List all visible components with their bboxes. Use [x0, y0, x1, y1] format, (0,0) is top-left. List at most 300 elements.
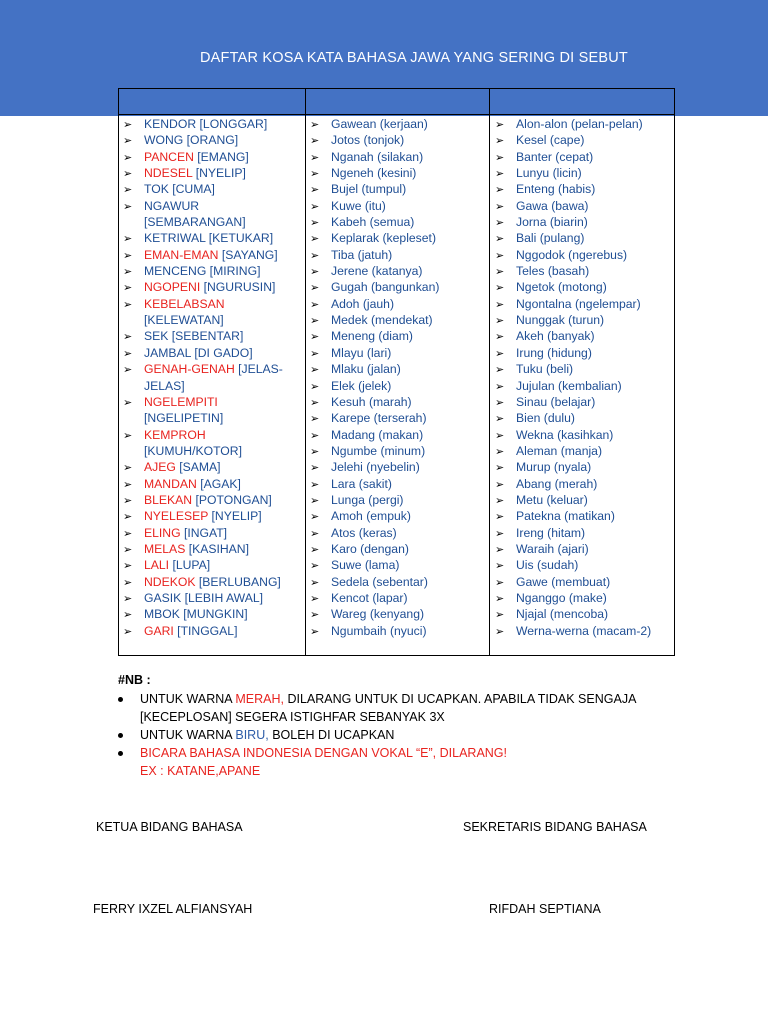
note-text: BOLEH DI UCAPKAN [268, 728, 395, 742]
word-text: [INGAT] [180, 525, 228, 540]
arrow-bullet-icon: ➢ [495, 527, 505, 540]
list-item [310, 476, 439, 492]
column-divider [489, 89, 490, 655]
word-text: Tuku (beli) [516, 362, 574, 377]
arrow-bullet-icon: ➢ [123, 543, 133, 556]
word-text: Meneng (diam) [331, 329, 413, 344]
list-item [123, 459, 283, 475]
arrow-bullet-icon: ➢ [123, 625, 133, 638]
arrow-bullet-icon: ➢ [495, 413, 505, 426]
word-text: Nganah (silakan) [331, 149, 424, 164]
arrow-bullet-icon: ➢ [310, 429, 320, 442]
word-red: KEBELABSAN [144, 296, 225, 311]
arrow-bullet-icon: ➢ [495, 151, 505, 164]
arrow-bullet-icon: ➢ [495, 380, 505, 393]
list-item [123, 230, 283, 246]
word-text: Waraih (ajari) [516, 541, 589, 556]
arrow-bullet-icon: ➢ [310, 249, 320, 262]
word-text: [NGELIPETIN] [144, 411, 224, 426]
arrow-bullet-icon: ➢ [123, 249, 133, 262]
word-text: Adoh (jauh) [331, 296, 395, 311]
arrow-bullet-icon: ➢ [495, 184, 505, 197]
word-text: [KASIHAN] [185, 541, 249, 556]
word-text: Lunga (pergi) [331, 492, 404, 507]
word-text: [KUMUH/KOTOR] [144, 443, 242, 458]
note-text: BIRU, [235, 728, 269, 742]
arrow-bullet-icon: ➢ [310, 331, 320, 344]
word-text: [JELAS- [234, 362, 283, 377]
word-text: Ireng (hitam) [516, 525, 586, 540]
arrow-bullet-icon: ➢ [310, 184, 320, 197]
arrow-bullet-icon: ➢ [123, 592, 133, 605]
list-item [495, 230, 651, 246]
arrow-bullet-icon: ➢ [310, 364, 320, 377]
arrow-bullet-icon: ➢ [495, 543, 505, 556]
arrow-bullet-icon: ➢ [310, 413, 320, 426]
word-text: Karepe (terserah) [331, 411, 427, 426]
list-item [123, 525, 283, 541]
word-red: GENAH-GENAH [144, 362, 235, 377]
list-item [495, 623, 651, 639]
word-text: KETRIWAL [KETUKAR] [144, 231, 274, 246]
word-text: JAMBAL [DI GADO] [144, 345, 253, 360]
arrow-bullet-icon: ➢ [123, 560, 133, 573]
list-item [495, 132, 651, 148]
list-item [310, 279, 439, 295]
list-item [495, 492, 651, 508]
list-item-continuation [123, 443, 283, 459]
word-text: Atos (keras) [331, 525, 397, 540]
list-item [123, 116, 283, 132]
bullet-dot-icon [118, 751, 123, 756]
word-text: Amoh (empuk) [331, 509, 411, 524]
arrow-bullet-icon: ➢ [310, 282, 320, 295]
word-text: Gawean (kerjaan) [331, 117, 428, 131]
word-red: NDEKOK [144, 574, 196, 589]
word-text: Ngumbaih (nyuci) [331, 623, 427, 638]
word-text: GASIK [LEBIH AWAL] [144, 590, 263, 605]
list-item [495, 328, 651, 344]
list-item [310, 574, 439, 590]
arrow-bullet-icon: ➢ [123, 576, 133, 589]
arrow-bullet-icon: ➢ [310, 625, 320, 638]
list-item [123, 328, 283, 344]
list-item [310, 410, 439, 426]
list-item [123, 198, 283, 214]
list-item [495, 198, 651, 214]
list-item [310, 149, 439, 165]
arrow-bullet-icon: ➢ [495, 315, 505, 328]
word-text: Tiba (jatuh) [331, 247, 393, 262]
note-text: EX : KATANE,APANE [140, 764, 261, 778]
word-text: Bujel (tumpul) [331, 182, 407, 197]
word-text: Ngumbe (minum) [331, 443, 426, 458]
word-text: Akeh (banyak) [516, 329, 595, 344]
list-item [495, 263, 651, 279]
word-text: Nganggo (make) [516, 590, 607, 605]
word-text: Banter (cepat) [516, 149, 594, 164]
arrow-bullet-icon: ➢ [123, 396, 133, 409]
word-text: Bali (pulang) [516, 231, 585, 246]
word-text: Irung (hidung) [516, 345, 592, 360]
list-item [310, 328, 439, 344]
note-text: BICARA BAHASA INDONESIA DENGAN VOKAL “E”, DILARANG! [140, 746, 507, 760]
word-red: GARI [144, 623, 174, 638]
list-item [495, 149, 651, 165]
arrow-bullet-icon: ➢ [495, 560, 505, 573]
arrow-bullet-icon: ➢ [123, 200, 133, 213]
note-text: UNTUK WARNA [140, 692, 236, 706]
list-item [310, 492, 439, 508]
list-item [310, 443, 439, 459]
list-item [310, 296, 439, 312]
note-item [118, 744, 678, 780]
word-text: Alon-alon (pelan-pelan) [516, 117, 643, 131]
list-item [495, 181, 651, 197]
word-text: Wareg (kenyang) [331, 607, 425, 622]
word-red: NGELEMPITI [144, 394, 218, 409]
arrow-bullet-icon: ➢ [310, 200, 320, 213]
left-signature-role: KETUA BIDANG BAHASA [96, 820, 243, 834]
arrow-bullet-icon: ➢ [495, 511, 505, 524]
list-item [495, 443, 651, 459]
arrow-bullet-icon: ➢ [495, 233, 505, 246]
arrow-bullet-icon: ➢ [310, 315, 320, 328]
list-item [495, 525, 651, 541]
word-text: Lunyu (licin) [516, 166, 582, 181]
word-text: Abang (merah) [516, 476, 598, 491]
list-item [123, 181, 283, 197]
list-item [495, 247, 651, 263]
list-item [310, 312, 439, 328]
notes-list [118, 690, 678, 780]
list-item [495, 410, 651, 426]
word-text: KENDOR [LONGGAR] [144, 117, 268, 131]
word-text: Enteng (habis) [516, 182, 596, 197]
word-text: Jelehi (nyebelin) [331, 460, 420, 475]
arrow-bullet-icon: ➢ [123, 119, 133, 131]
list-item [123, 508, 283, 524]
arrow-bullet-icon: ➢ [310, 380, 320, 393]
word-text: SEK [SEBENTAR] [144, 329, 244, 344]
list-item [123, 394, 283, 410]
list-item [310, 525, 439, 541]
word-red: PANCEN [144, 149, 194, 164]
arrow-bullet-icon: ➢ [123, 184, 133, 197]
arrow-bullet-icon: ➢ [495, 429, 505, 442]
list-item [123, 149, 283, 165]
list-item [495, 394, 651, 410]
list-item [310, 541, 439, 557]
word-text: Kuwe (itu) [331, 198, 386, 213]
arrow-bullet-icon: ➢ [495, 625, 505, 638]
table-header-row [119, 89, 674, 115]
list-item [123, 492, 283, 508]
arrow-bullet-icon: ➢ [310, 168, 320, 181]
word-text: Karo (dengan) [331, 541, 409, 556]
word-red: AJEG [144, 460, 176, 475]
arrow-bullet-icon: ➢ [495, 364, 505, 377]
word-text: [SAYANG] [218, 247, 278, 262]
arrow-bullet-icon: ➢ [123, 511, 133, 524]
arrow-bullet-icon: ➢ [495, 462, 505, 475]
page-title: DAFTAR KOSA KATA BAHASA JAWA YANG SERING DI SEBUT [200, 50, 628, 66]
note-text: UNTUK WARNA [140, 728, 236, 742]
list-item [495, 574, 651, 590]
word-text: Ngetok (motong) [516, 280, 607, 295]
list-item [310, 198, 439, 214]
list-item [495, 459, 651, 475]
word-red: BLEKAN [144, 492, 193, 507]
word-text: Kabeh (semua) [331, 215, 415, 230]
list-item [495, 541, 651, 557]
word-text: Patekna (matikan) [516, 509, 615, 524]
arrow-bullet-icon: ➢ [495, 298, 505, 311]
list-item [310, 230, 439, 246]
list-item [310, 623, 439, 639]
arrow-bullet-icon: ➢ [495, 576, 505, 589]
word-text: [POTONGAN] [192, 492, 272, 507]
list-item [123, 541, 283, 557]
list-item [495, 606, 651, 622]
list-item [310, 361, 439, 377]
list-item [495, 312, 651, 328]
word-red: LALI [144, 558, 170, 573]
list-item [123, 476, 283, 492]
word-text: Gawa (bawa) [516, 198, 589, 213]
bullet-dot-icon [118, 733, 123, 738]
word-text: [AGAK] [196, 476, 241, 491]
list-item [310, 165, 439, 181]
word-text: Njajal (mencoba) [516, 607, 609, 622]
word-text: [EMANG] [193, 149, 249, 164]
word-text: [NGURUSIN] [200, 280, 276, 295]
arrow-bullet-icon: ➢ [123, 151, 133, 164]
arrow-bullet-icon: ➢ [310, 445, 320, 458]
list-item [123, 606, 283, 622]
list-item [495, 296, 651, 312]
word-text: [KELEWATAN] [144, 313, 224, 328]
word-text: [NYELIP] [192, 166, 246, 181]
word-red: EMAN-EMAN [144, 247, 219, 262]
list-item [123, 427, 283, 443]
list-item [123, 296, 283, 312]
arrow-bullet-icon: ➢ [123, 347, 133, 360]
list-item [495, 116, 651, 132]
list-item [495, 361, 651, 377]
list-item [495, 508, 651, 524]
list-item [495, 476, 651, 492]
arrow-bullet-icon: ➢ [495, 396, 505, 409]
arrow-bullet-icon: ➢ [123, 298, 133, 311]
word-text: Ngontalna (ngelempar) [516, 296, 641, 311]
word-text: Uis (sudah) [516, 558, 579, 573]
word-text: Jerene (katanya) [331, 264, 423, 279]
word-red: NGOPENI [144, 280, 201, 295]
arrow-bullet-icon: ➢ [123, 609, 133, 622]
word-text: MENCENG [MIRING] [144, 264, 261, 279]
list-item [495, 345, 651, 361]
word-text: MBOK [MUNGKIN] [144, 607, 248, 622]
arrow-bullet-icon: ➢ [310, 478, 320, 491]
word-red: NDESEL [144, 166, 193, 181]
arrow-bullet-icon: ➢ [123, 135, 133, 148]
list-item [310, 345, 439, 361]
list-item [310, 459, 439, 475]
word-text: Medek (mendekat) [331, 313, 433, 328]
word-text: Madang (makan) [331, 427, 424, 442]
arrow-bullet-icon: ➢ [310, 576, 320, 589]
arrow-bullet-icon: ➢ [123, 331, 133, 344]
arrow-bullet-icon: ➢ [310, 543, 320, 556]
word-text: Werna-werna (macam-2) [516, 623, 652, 638]
word-text: Kesuh (marah) [331, 394, 412, 409]
word-red: MELAS [144, 541, 186, 556]
word-text: Sedela (sebentar) [331, 574, 428, 589]
list-item [123, 574, 283, 590]
arrow-bullet-icon: ➢ [123, 168, 133, 181]
arrow-bullet-icon: ➢ [495, 119, 505, 131]
word-red: KEMPROH [144, 427, 206, 442]
arrow-bullet-icon: ➢ [310, 119, 320, 131]
list-item [123, 361, 283, 377]
word-red: ELING [144, 525, 181, 540]
word-text: Elek (jelek) [331, 378, 392, 393]
word-text: Mlaku (jalan) [331, 362, 401, 377]
arrow-bullet-icon: ➢ [495, 592, 505, 605]
right-signature-name: RIFDAH SEPTIANA [489, 902, 601, 916]
word-text: Wekna (kasihkan) [516, 427, 614, 442]
list-item [310, 132, 439, 148]
word-text: Bien (dulu) [516, 411, 575, 426]
list-item [310, 394, 439, 410]
list-item [123, 263, 283, 279]
arrow-bullet-icon: ➢ [495, 200, 505, 213]
arrow-bullet-icon: ➢ [310, 527, 320, 540]
arrow-bullet-icon: ➢ [310, 592, 320, 605]
word-text: Aleman (manja) [516, 443, 603, 458]
list-item-continuation [123, 378, 283, 394]
word-text: Murup (nyala) [516, 460, 592, 475]
arrow-bullet-icon: ➢ [495, 249, 505, 262]
word-text: [SAMA] [175, 460, 221, 475]
arrow-bullet-icon: ➢ [310, 462, 320, 475]
vocabulary-table [118, 88, 675, 656]
word-text: [SEMBARANGAN] [144, 215, 246, 230]
word-text: [LUPA] [169, 558, 211, 573]
left-signature-name: FERRY IXZEL ALFIANSYAH [93, 902, 253, 916]
list-item [310, 557, 439, 573]
column-divider [305, 89, 306, 655]
arrow-bullet-icon: ➢ [495, 494, 505, 507]
list-item [495, 590, 651, 606]
arrow-bullet-icon: ➢ [495, 445, 505, 458]
list-item [310, 214, 439, 230]
list-item [310, 427, 439, 443]
arrow-bullet-icon: ➢ [310, 266, 320, 279]
list-item [495, 279, 651, 295]
word-red: MANDAN [144, 476, 197, 491]
word-text: Nggodok (ngerebus) [516, 247, 628, 262]
word-text: Gawe (membuat) [516, 574, 611, 589]
note-text: MERAH, [235, 692, 284, 706]
word-text: Kesel (cape) [516, 133, 585, 148]
list-item [310, 508, 439, 524]
arrow-bullet-icon: ➢ [310, 560, 320, 573]
word-text: [TINGGAL] [173, 623, 238, 638]
arrow-bullet-icon: ➢ [123, 494, 133, 507]
word-text: TOK [CUMA] [144, 182, 215, 197]
vocab-column-3 [495, 116, 651, 639]
list-item [310, 590, 439, 606]
list-item [495, 214, 651, 230]
arrow-bullet-icon: ➢ [495, 347, 505, 360]
arrow-bullet-icon: ➢ [495, 282, 505, 295]
arrow-bullet-icon: ➢ [495, 168, 505, 181]
word-red: NYELESEP [144, 509, 209, 524]
word-text: Ngeneh (kesini) [331, 166, 417, 181]
list-item [123, 165, 283, 181]
word-text: WONG [ORANG] [144, 133, 239, 148]
list-item [310, 116, 439, 132]
arrow-bullet-icon: ➢ [495, 217, 505, 230]
arrow-bullet-icon: ➢ [495, 135, 505, 148]
list-item [495, 378, 651, 394]
arrow-bullet-icon: ➢ [495, 331, 505, 344]
arrow-bullet-icon: ➢ [123, 462, 133, 475]
word-text: Nunggak (turun) [516, 313, 605, 328]
arrow-bullet-icon: ➢ [495, 478, 505, 491]
list-item-continuation [123, 214, 283, 230]
word-text: Keplarak (kepleset) [331, 231, 436, 246]
word-text: Mlayu (lari) [331, 345, 392, 360]
arrow-bullet-icon: ➢ [310, 151, 320, 164]
word-text: [BERLUBANG] [195, 574, 281, 589]
arrow-bullet-icon: ➢ [123, 266, 133, 279]
list-item [310, 181, 439, 197]
arrow-bullet-icon: ➢ [310, 233, 320, 246]
list-item [123, 590, 283, 606]
list-item [123, 623, 283, 639]
note-text: DILARANG UNTUK DI UCAPKAN. APABILA TIDAK SENGAJA [KECEPLOSAN] SEGERA ISTIGHFAR SEBANYAK 3X [140, 692, 636, 724]
word-text: Lara (sakit) [331, 476, 392, 491]
word-text: [NYELIP] [208, 509, 262, 524]
list-item [123, 132, 283, 148]
list-item [495, 165, 651, 181]
arrow-bullet-icon: ➢ [310, 135, 320, 148]
arrow-bullet-icon: ➢ [495, 609, 505, 622]
vocab-column-2 [310, 116, 439, 639]
vocab-column-1 [123, 116, 283, 639]
list-item-continuation [123, 312, 283, 328]
word-text: Jorna (biarin) [516, 215, 588, 230]
list-item [495, 427, 651, 443]
note-item [118, 726, 678, 744]
word-text: JELAS] [144, 378, 185, 393]
list-item [123, 279, 283, 295]
arrow-bullet-icon: ➢ [123, 233, 133, 246]
word-text: NGAWUR [144, 198, 200, 213]
arrow-bullet-icon: ➢ [310, 511, 320, 524]
word-text: Jotos (tonjok) [331, 133, 405, 148]
arrow-bullet-icon: ➢ [495, 266, 505, 279]
list-item [310, 606, 439, 622]
arrow-bullet-icon: ➢ [310, 347, 320, 360]
list-item [123, 557, 283, 573]
word-text: Gugah (bangunkan) [331, 280, 440, 295]
arrow-bullet-icon: ➢ [123, 282, 133, 295]
word-text: Suwe (lama) [331, 558, 400, 573]
